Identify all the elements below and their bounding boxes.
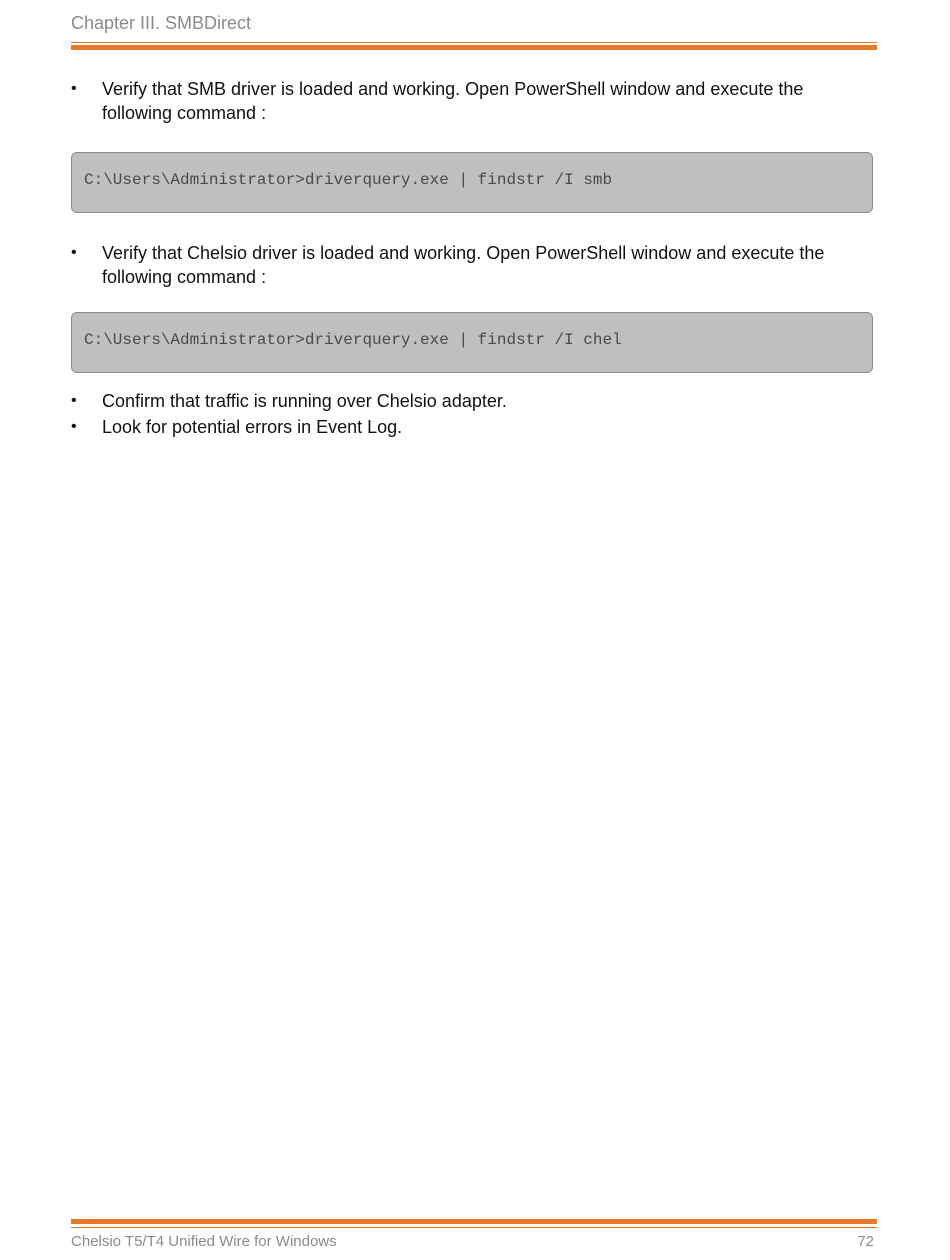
bullet-verify-chelsio bbox=[71, 241, 871, 289]
bullet-icon: • bbox=[71, 418, 77, 435]
footer-rule-thin bbox=[71, 1227, 877, 1228]
bullet-verify-smb bbox=[71, 77, 871, 125]
bullet-text: Confirm that traffic is running over Chelsio adapter. bbox=[102, 391, 507, 411]
footer-rule-thick bbox=[71, 1219, 877, 1224]
code-block-smb bbox=[71, 152, 873, 213]
footer-document-title: Chelsio T5/T4 Unified Wire for Windows bbox=[71, 1233, 337, 1250]
header-rule-thick bbox=[71, 45, 877, 50]
header-rule-thin bbox=[71, 42, 877, 43]
page-number: 72 bbox=[857, 1233, 874, 1250]
bullet-text: Verify that Chelsio driver is loaded and working. Open PowerShell window and execute the following command : bbox=[102, 243, 825, 287]
bullet-text: Verify that SMB driver is loaded and working. Open PowerShell window and execute the following command : bbox=[102, 79, 804, 123]
code-text: C:\Users\Administrator>driverquery.exe | findstr /I smb bbox=[84, 171, 613, 189]
code-block-chelsio bbox=[71, 312, 873, 373]
code-text: C:\Users\Administrator>driverquery.exe | findstr /I chel bbox=[84, 331, 622, 349]
bullet-text: Look for potential errors in Event Log. bbox=[102, 417, 403, 437]
chapter-title: Chapter III. SMBDirect bbox=[71, 13, 252, 33]
bullet-icon: • bbox=[71, 244, 77, 261]
bullet-confirm-traffic bbox=[71, 389, 871, 413]
bullet-icon: • bbox=[71, 80, 77, 97]
bullet-icon: • bbox=[71, 392, 77, 409]
bullet-event-log bbox=[71, 415, 871, 439]
